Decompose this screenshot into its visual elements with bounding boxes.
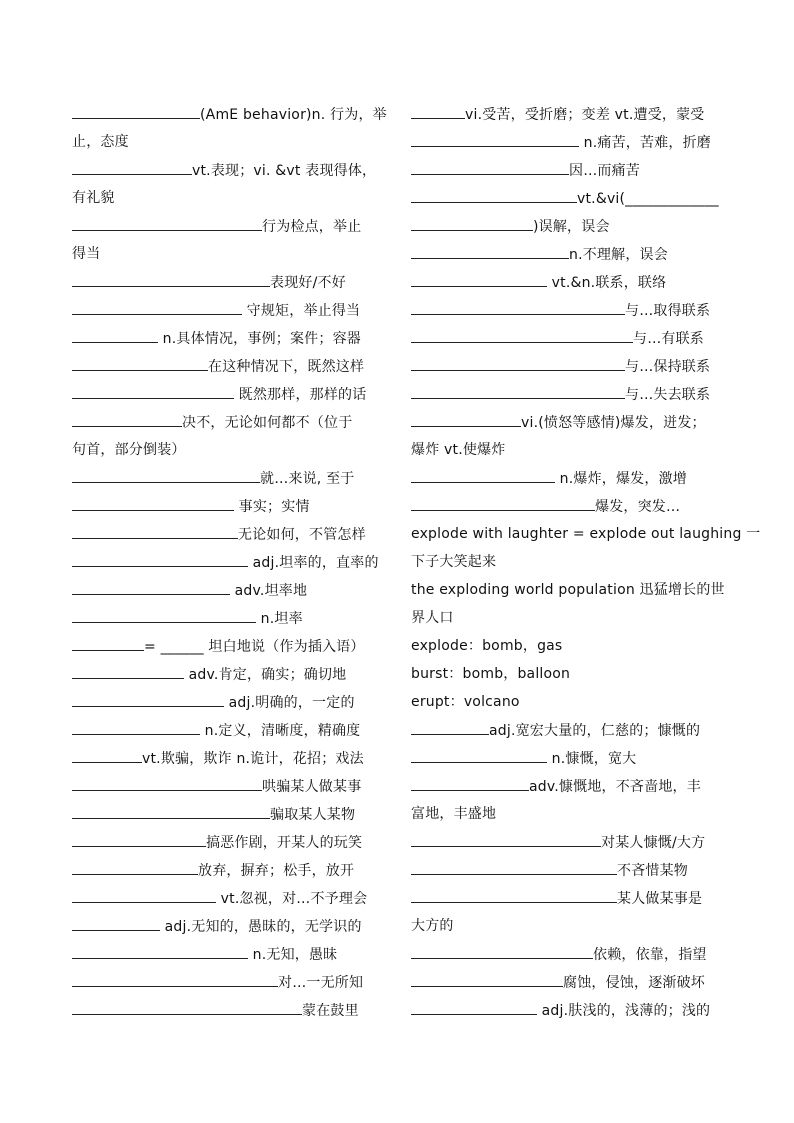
vocab-line — [411, 856, 723, 884]
vocab-line — [72, 324, 384, 352]
right-column — [411, 100, 761, 1024]
fill-in-blank[interactable] — [72, 296, 242, 315]
vocab-line — [411, 912, 723, 940]
fill-in-blank[interactable] — [72, 828, 206, 847]
vocab-line — [411, 968, 723, 996]
vocab-line — [411, 268, 723, 296]
definition-text: 对某人慷慨/大方 — [601, 835, 706, 851]
vocab-line — [72, 184, 384, 212]
definition-text: n.不理解，误会 — [569, 247, 668, 263]
vocab-line — [72, 688, 384, 716]
vocab-line — [411, 296, 723, 324]
fill-in-blank[interactable] — [411, 940, 593, 959]
vocab-line — [411, 632, 723, 660]
definition-text: n.慷慨，宽大 — [547, 751, 637, 767]
vocab-line — [72, 912, 384, 940]
fill-in-blank[interactable] — [72, 632, 144, 651]
definition-text: vi.受苦，受折磨；变差 vt.遭受，蒙受 — [465, 107, 705, 123]
vocab-line — [411, 184, 723, 212]
definition-text: = ______ 坦白地说（作为插入语） — [144, 639, 365, 655]
vocab-line — [411, 772, 723, 800]
vocab-line — [411, 940, 723, 968]
vocab-line — [72, 940, 384, 968]
vocab-line — [72, 520, 384, 548]
definition-text: 决不，无论如何都不（位于 — [182, 415, 353, 431]
fill-in-blank[interactable] — [72, 156, 192, 175]
fill-in-blank[interactable] — [411, 884, 617, 903]
fill-in-blank[interactable] — [72, 996, 302, 1015]
fill-in-blank[interactable] — [72, 576, 230, 595]
definition-text: 事实；实情 — [234, 499, 310, 515]
fill-in-blank[interactable] — [411, 996, 537, 1015]
definition-text: 爆炸 vt.使爆炸 — [411, 442, 506, 458]
fill-in-blank[interactable] — [72, 716, 200, 735]
definition-text: 放弃，摒弃；松手，放开 — [198, 863, 355, 879]
vocab-line — [72, 800, 384, 828]
fill-in-blank[interactable] — [411, 296, 625, 315]
fill-in-blank[interactable] — [411, 716, 489, 735]
definition-text: n.定义，清晰度，精确度 — [200, 723, 361, 739]
definition-text: 哄骗某人做某事 — [262, 779, 362, 795]
definition-text: vt.忽视，对…不予理会 — [216, 891, 368, 907]
vocab-line — [72, 744, 384, 772]
definition-text: adv.肯定，确实；确切地 — [184, 667, 347, 683]
fill-in-blank[interactable] — [411, 492, 595, 511]
vocab-line — [72, 268, 384, 296]
fill-in-blank[interactable] — [411, 744, 547, 763]
definition-text: adj.无知的，愚昧的，无学识的 — [160, 919, 362, 935]
definition-text: adv.慷慨地，不吝啬地，丰 — [529, 779, 701, 795]
vocab-line — [72, 128, 384, 156]
vocab-line — [72, 968, 384, 996]
fill-in-blank[interactable] — [72, 100, 200, 119]
vocab-line — [72, 436, 384, 464]
definition-text: the exploding world population 迅猛增长的世 — [411, 582, 725, 598]
fill-in-blank[interactable] — [72, 352, 208, 371]
fill-in-blank[interactable] — [72, 548, 248, 567]
vocab-line — [411, 352, 723, 380]
definition-text: 大方的 — [411, 918, 454, 934]
definition-text: 表现好/不好 — [270, 275, 346, 291]
fill-in-blank[interactable] — [411, 464, 555, 483]
vocab-line — [72, 548, 384, 576]
definition-text: 爆发，突发… — [595, 499, 681, 515]
fill-in-blank[interactable] — [72, 688, 224, 707]
vocab-line — [411, 884, 723, 912]
definition-text: 下子大笑起来 — [411, 554, 497, 570]
vocab-line — [411, 464, 723, 492]
definition-text: 行为检点，举止 — [262, 219, 362, 235]
vocab-line — [72, 156, 384, 184]
fill-in-blank[interactable] — [72, 492, 234, 511]
vocab-line — [411, 576, 723, 604]
fill-in-blank[interactable] — [72, 324, 158, 343]
definition-text: 与…保持联系 — [625, 359, 711, 375]
fill-in-blank[interactable] — [411, 856, 617, 875]
vocab-line — [72, 100, 387, 128]
definition-text: explode：bomb，gas — [411, 638, 563, 654]
fill-in-blank[interactable] — [411, 156, 569, 175]
definition-text: 依赖，依靠，指望 — [593, 947, 707, 963]
definition-text: 就…来说, 至于 — [260, 471, 355, 487]
vocab-line — [72, 296, 384, 324]
vocab-line — [411, 240, 723, 268]
fill-in-blank[interactable] — [411, 968, 563, 987]
fill-in-blank[interactable] — [411, 324, 633, 343]
definition-text: 与…有联系 — [633, 331, 704, 347]
vocab-line — [411, 716, 723, 744]
definition-text: (AmE behavior)n. 行为，举 — [200, 107, 387, 123]
definition-text: 止，态度 — [72, 134, 129, 150]
definition-text: 富地，丰盛地 — [411, 806, 497, 822]
fill-in-blank[interactable] — [72, 884, 216, 903]
vocab-line — [72, 604, 384, 632]
vocab-line — [72, 828, 384, 856]
definition-text: 有礼貌 — [72, 190, 115, 206]
fill-in-blank[interactable] — [72, 744, 142, 763]
fill-in-blank[interactable] — [72, 772, 262, 791]
definition-text: 守规矩，举止得当 — [242, 303, 361, 319]
fill-in-blank[interactable] — [411, 212, 533, 231]
vocab-line — [411, 212, 723, 240]
definition-text: vt.&n.联系，联络 — [547, 275, 667, 291]
fill-in-blank[interactable] — [72, 380, 234, 399]
definition-text: 界人口 — [411, 610, 454, 626]
left-column — [72, 100, 387, 1024]
vocab-line — [72, 464, 384, 492]
vocab-line — [411, 800, 723, 828]
fill-in-blank[interactable] — [72, 800, 270, 819]
fill-in-blank[interactable] — [72, 856, 198, 875]
definition-text: 在这种情况下，既然这样 — [208, 359, 365, 375]
fill-in-blank[interactable] — [72, 660, 184, 679]
vocab-line — [411, 744, 723, 772]
definition-text: vt.&vi(_____________ — [577, 191, 719, 207]
definition-text: n.坦率 — [256, 611, 303, 627]
definition-text: 既然那样，那样的话 — [234, 387, 367, 403]
vocab-line — [411, 156, 723, 184]
vocab-line — [72, 772, 384, 800]
fill-in-blank[interactable] — [72, 520, 238, 539]
fill-in-blank[interactable] — [411, 184, 577, 203]
definition-text: 因…而痛苦 — [569, 163, 640, 179]
definition-text: adj.坦率的，直率的 — [248, 555, 379, 571]
definition-text: adv.坦率地 — [230, 583, 308, 599]
vocab-line — [411, 324, 723, 352]
definition-text: adj.宽宏大量的，仁慈的；慷慨的 — [489, 723, 701, 739]
vocab-line — [411, 492, 723, 520]
fill-in-blank[interactable] — [411, 772, 529, 791]
definition-text: 骗取某人某物 — [270, 807, 356, 823]
definition-text: explode with laughter = explode out laughing 一 — [411, 526, 761, 542]
definition-text: 蒙在鼓里 — [302, 1003, 359, 1019]
fill-in-blank[interactable] — [411, 352, 625, 371]
fill-in-blank[interactable] — [72, 940, 248, 959]
definition-text: 对…一无所知 — [278, 975, 364, 991]
fill-in-blank[interactable] — [72, 968, 278, 987]
definition-text: adj.肤浅的，浅薄的；浅的 — [537, 1003, 711, 1019]
vocab-line — [411, 408, 723, 436]
fill-in-blank[interactable] — [411, 100, 465, 119]
fill-in-blank[interactable] — [72, 912, 160, 931]
vocab-line — [72, 380, 384, 408]
definition-text: 与…取得联系 — [625, 303, 711, 319]
definition-text: )误解，误会 — [533, 219, 610, 235]
definition-text: 无论如何，不管怎样 — [238, 527, 366, 543]
definition-text: erupt：volcano — [411, 694, 520, 710]
fill-in-blank[interactable] — [411, 128, 579, 147]
vocab-line — [411, 520, 761, 548]
vocab-line — [72, 352, 384, 380]
fill-in-blank[interactable] — [411, 380, 625, 399]
definition-text: 某人做某事是 — [617, 891, 703, 907]
definition-text: burst：bomb，balloon — [411, 666, 571, 682]
definition-text: n.具体情况，事例；案件；容器 — [158, 331, 361, 347]
vocab-line — [411, 548, 723, 576]
vocab-line — [411, 996, 723, 1024]
vocab-line — [72, 884, 384, 912]
vocab-line — [72, 408, 384, 436]
fill-in-blank[interactable] — [411, 268, 547, 287]
fill-in-blank[interactable] — [411, 828, 601, 847]
vocab-line — [411, 380, 723, 408]
definition-text: 句首，部分倒装） — [72, 442, 186, 458]
definition-text: n.爆炸，爆发，激增 — [555, 471, 687, 487]
vocab-line — [411, 100, 723, 128]
vocab-line — [72, 632, 384, 660]
vocab-line — [72, 240, 384, 268]
definition-text: vt.表现；vi. &vt 表现得体， — [192, 163, 377, 179]
vocab-line — [411, 128, 723, 156]
definition-text: 得当 — [72, 246, 101, 262]
vocab-line — [411, 688, 723, 716]
definition-text: 搞恶作剧，开某人的玩笑 — [206, 835, 363, 851]
definition-text: n.痛苦，苦难，折磨 — [579, 135, 711, 151]
vocab-line — [72, 660, 384, 688]
vocab-line — [411, 604, 723, 632]
fill-in-blank[interactable] — [72, 408, 182, 427]
vocab-line — [72, 212, 384, 240]
vocab-line — [411, 660, 723, 688]
definition-text: n.无知，愚昧 — [248, 947, 338, 963]
fill-in-blank[interactable] — [411, 240, 569, 259]
definition-text: 与…失去联系 — [625, 387, 711, 403]
vocab-line — [411, 828, 723, 856]
fill-in-blank[interactable] — [72, 604, 256, 623]
definition-text: vi.(愤怒等感情)爆发，迸发； — [521, 415, 706, 431]
vocab-line — [72, 856, 384, 884]
fill-in-blank[interactable] — [72, 212, 262, 231]
definition-text: adj.明确的，一定的 — [224, 695, 355, 711]
vocab-line — [72, 492, 384, 520]
definition-text: 腐蚀，侵蚀，逐渐破坏 — [563, 975, 705, 991]
vocab-line — [72, 996, 384, 1024]
vocab-line — [72, 716, 384, 744]
fill-in-blank[interactable] — [72, 464, 260, 483]
definition-text: vt.欺骗，欺诈 n.诡计，花招；戏法 — [142, 751, 364, 767]
vocab-line — [411, 436, 723, 464]
fill-in-blank[interactable] — [72, 268, 270, 287]
vocab-line — [72, 576, 384, 604]
fill-in-blank[interactable] — [411, 408, 521, 427]
definition-text: 不吝惜某物 — [617, 863, 688, 879]
